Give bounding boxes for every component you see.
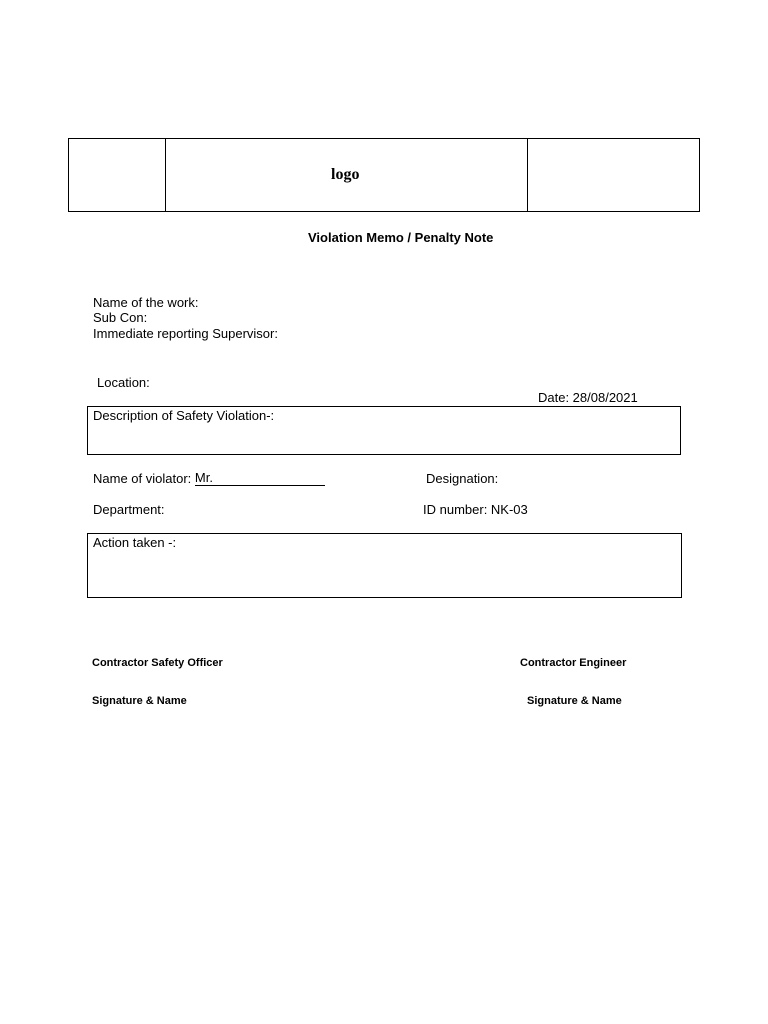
violator-name-field: Mr. [195,471,325,486]
date-label: Date: 28/08/2021 [538,390,638,405]
safety-officer-signature-label: Signature & Name [92,695,187,707]
document-title: Violation Memo / Penalty Note [308,230,494,245]
description-label: Description of Safety Violation-: [93,408,275,423]
action-taken-label: Action taken -: [93,535,177,550]
violator-name-row [93,471,325,486]
name-of-work-label: Name of the work: [93,295,199,310]
header-cell-left [69,139,166,211]
safety-officer-title: Contractor Safety Officer [92,657,223,669]
description-box [87,406,681,455]
header-cell-right [528,139,699,211]
logo-placeholder-text: logo [331,166,360,183]
location-label: Location: [97,375,150,390]
department-label: Department: [93,502,165,517]
action-taken-box [87,533,682,598]
violator-name-label: Name of violator: [93,471,192,486]
contractor-engineer-signature-label: Signature & Name [527,695,622,707]
id-number-label: ID number: NK-03 [423,502,528,517]
sub-con-label: Sub Con: [93,310,148,325]
designation-label: Designation: [426,471,499,486]
supervisor-label: Immediate reporting Supervisor: [93,326,278,341]
header-table [68,138,700,212]
contractor-engineer-title: Contractor Engineer [520,657,627,669]
